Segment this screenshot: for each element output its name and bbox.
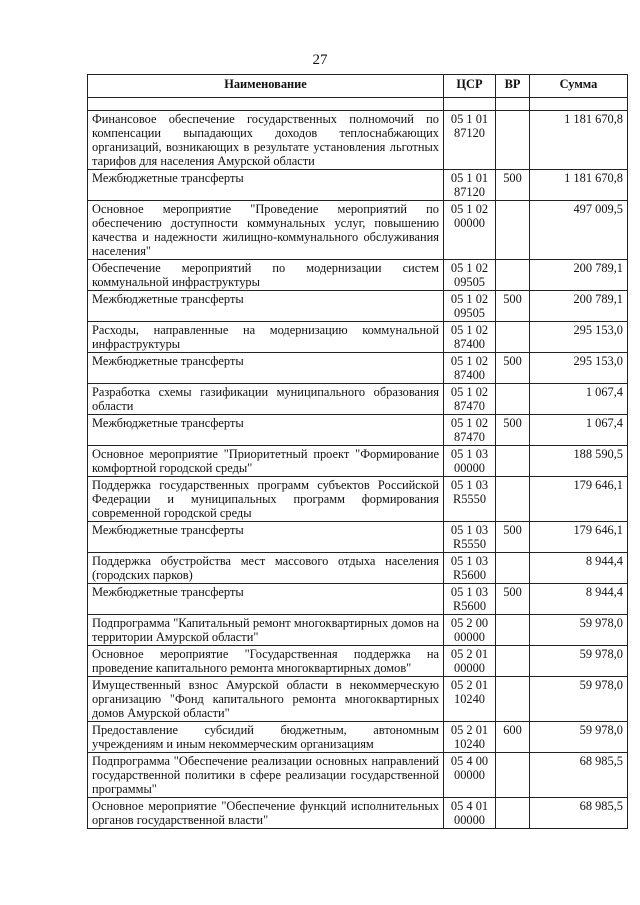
row-name-cell: Межбюджетные трансферты <box>88 522 444 553</box>
row-csr-cell: 05 2 00 00000 <box>444 615 496 646</box>
row-name-cell: Поддержка обустройства мест массового отдыха населения (городских парков) <box>88 553 444 584</box>
table-spacer-row <box>88 98 628 111</box>
row-csr-cell: 05 1 03 R5550 <box>444 522 496 553</box>
column-header-vr: ВР <box>496 75 530 98</box>
table-row <box>88 553 628 584</box>
row-vr-cell <box>496 677 530 722</box>
row-name-cell: Подпрограмма "Капитальный ремонт многоквартирных домов на территории Амурской области" <box>88 615 444 646</box>
row-vr-cell <box>496 753 530 798</box>
row-vr-cell <box>496 477 530 522</box>
table-row <box>88 201 628 260</box>
table-row <box>88 798 628 829</box>
table-row <box>88 353 628 384</box>
row-sum-cell: 59 978,0 <box>530 646 628 677</box>
row-csr-cell: 05 1 03 R5600 <box>444 584 496 615</box>
row-name-cell: Поддержка государственных программ субъектов Российской Федерации и муниципальных программ формирования современной городской среды <box>88 477 444 522</box>
row-sum-cell: 1 181 670,8 <box>530 170 628 201</box>
row-csr-cell: 05 1 01 87120 <box>444 170 496 201</box>
row-sum-cell: 59 978,0 <box>530 615 628 646</box>
row-vr-cell: 500 <box>496 291 530 322</box>
table-row <box>88 111 628 170</box>
column-header-name: Наименование <box>88 75 444 98</box>
row-name-cell: Основное мероприятие "Приоритетный проект "Формирование комфортной городской среды" <box>88 446 444 477</box>
table-row <box>88 722 628 753</box>
row-csr-cell: 05 2 01 10240 <box>444 722 496 753</box>
row-name-cell: Предоставление субсидий бюджетным, автономным учреждениям и иным некоммерческим организациям <box>88 722 444 753</box>
row-name-cell: Межбюджетные трансферты <box>88 415 444 446</box>
row-vr-cell <box>496 322 530 353</box>
row-vr-cell <box>496 615 530 646</box>
row-sum-cell: 1 067,4 <box>530 384 628 415</box>
row-name-cell: Основное мероприятие "Обеспечение функций исполнительных органов государственной власти" <box>88 798 444 829</box>
row-name-cell: Разработка схемы газификации муниципального образования области <box>88 384 444 415</box>
table-header-row <box>88 75 628 98</box>
budget-table <box>87 74 628 829</box>
table-row <box>88 753 628 798</box>
row-csr-cell: 05 1 02 09505 <box>444 291 496 322</box>
row-csr-cell: 05 1 03 R5600 <box>444 553 496 584</box>
row-vr-cell <box>496 798 530 829</box>
row-sum-cell: 1 067,4 <box>530 415 628 446</box>
row-vr-cell: 600 <box>496 722 530 753</box>
table-row <box>88 477 628 522</box>
row-sum-cell: 179 646,1 <box>530 477 628 522</box>
row-vr-cell <box>496 201 530 260</box>
row-vr-cell <box>496 384 530 415</box>
table-row <box>88 291 628 322</box>
table-row <box>88 522 628 553</box>
table-row <box>88 260 628 291</box>
row-name-cell: Имущественный взнос Амурской области в некоммерческую организацию "Фонд капитального ремонта многоквартирных домов Амурской области" <box>88 677 444 722</box>
row-name-cell: Межбюджетные трансферты <box>88 584 444 615</box>
row-vr-cell: 500 <box>496 415 530 446</box>
row-name-cell: Межбюджетные трансферты <box>88 353 444 384</box>
table-row <box>88 170 628 201</box>
row-csr-cell: 05 2 01 10240 <box>444 677 496 722</box>
table-body <box>88 98 628 829</box>
row-sum-cell: 295 153,0 <box>530 353 628 384</box>
table-row <box>88 677 628 722</box>
table-row <box>88 415 628 446</box>
row-sum-cell: 200 789,1 <box>530 291 628 322</box>
table-row <box>88 384 628 415</box>
row-vr-cell <box>496 553 530 584</box>
row-name-cell: Подпрограмма "Обеспечение реализации основных направлений государственной политики в сфере реализации государственной программы" <box>88 753 444 798</box>
row-csr-cell: 05 1 02 00000 <box>444 201 496 260</box>
row-vr-cell: 500 <box>496 522 530 553</box>
row-sum-cell: 179 646,1 <box>530 522 628 553</box>
row-csr-cell: 05 1 02 87400 <box>444 353 496 384</box>
row-vr-cell <box>496 260 530 291</box>
row-sum-cell: 8 944,4 <box>530 553 628 584</box>
row-sum-cell: 68 985,5 <box>530 753 628 798</box>
row-csr-cell: 05 1 02 09505 <box>444 260 496 291</box>
row-vr-cell: 500 <box>496 170 530 201</box>
row-csr-cell: 05 2 01 00000 <box>444 646 496 677</box>
table-row <box>88 615 628 646</box>
row-vr-cell: 500 <box>496 584 530 615</box>
row-name-cell: Межбюджетные трансферты <box>88 170 444 201</box>
row-csr-cell: 05 1 01 87120 <box>444 111 496 170</box>
row-sum-cell: 497 009,5 <box>530 201 628 260</box>
row-name-cell: Расходы, направленные на модернизацию коммунальной инфраструктуры <box>88 322 444 353</box>
row-vr-cell <box>496 646 530 677</box>
row-csr-cell: 05 1 02 87470 <box>444 384 496 415</box>
table-row <box>88 322 628 353</box>
table-row <box>88 646 628 677</box>
row-csr-cell: 05 4 00 00000 <box>444 753 496 798</box>
row-csr-cell: 05 1 02 87470 <box>444 415 496 446</box>
row-csr-cell: 05 1 03 00000 <box>444 446 496 477</box>
row-sum-cell: 59 978,0 <box>530 677 628 722</box>
row-name-cell: Межбюджетные трансферты <box>88 291 444 322</box>
row-vr-cell <box>496 111 530 170</box>
row-sum-cell: 1 181 670,8 <box>530 111 628 170</box>
row-sum-cell: 295 153,0 <box>530 322 628 353</box>
row-name-cell: Финансовое обеспечение государственных полномочий по компенсации выпадающих доходов теплоснабжающих организаций, возникающих в результате установления льготных тарифов для населения Амурской области <box>88 111 444 170</box>
row-sum-cell: 8 944,4 <box>530 584 628 615</box>
row-csr-cell: 05 1 02 87400 <box>444 322 496 353</box>
row-sum-cell: 59 978,0 <box>530 722 628 753</box>
table-row <box>88 446 628 477</box>
column-header-sum: Сумма <box>530 75 628 98</box>
row-name-cell: Основное мероприятие "Проведение мероприятий по обеспечению доступности коммунальных услуг, повышению качества и надежности жилищно-коммунального обслуживания населения" <box>88 201 444 260</box>
row-csr-cell: 05 4 01 00000 <box>444 798 496 829</box>
row-name-cell: Обеспечение мероприятий по модернизации систем коммунальной инфраструктуры <box>88 260 444 291</box>
table-row <box>88 584 628 615</box>
row-csr-cell: 05 1 03 R5550 <box>444 477 496 522</box>
row-name-cell: Основное мероприятие "Государственная поддержка на проведение капитального ремонта многоквартирных домов" <box>88 646 444 677</box>
page-number: 27 <box>312 52 328 68</box>
column-header-csr: ЦСР <box>444 75 496 98</box>
row-vr-cell <box>496 446 530 477</box>
row-sum-cell: 200 789,1 <box>530 260 628 291</box>
row-sum-cell: 188 590,5 <box>530 446 628 477</box>
row-vr-cell: 500 <box>496 353 530 384</box>
row-sum-cell: 68 985,5 <box>530 798 628 829</box>
